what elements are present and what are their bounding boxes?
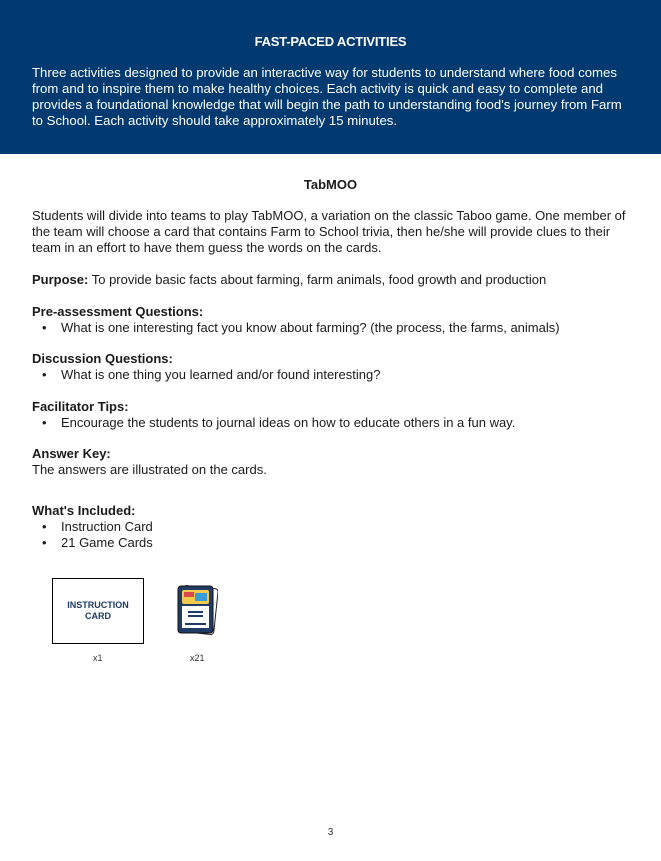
pre-assessment-heading: Pre-assessment Questions:: [32, 304, 204, 319]
list-item: • What is one thing you learned and/or found interesting?: [42, 367, 381, 382]
purpose: [32, 272, 632, 288]
bullet-icon: •: [42, 320, 47, 335]
list-item: • Instruction Card: [42, 519, 153, 534]
instruction-card-quantity: x1: [93, 653, 103, 663]
activity-description: Students will divide into teams to play TabMOO, a variation on the classic Taboo game. One member of the team will choose a card that contains Farm to School trivia, then he/she will provide clues to their team in an effort to have them guess the words on the cards.: [32, 208, 626, 255]
facilitator-heading: Facilitator Tips:: [32, 399, 129, 414]
header-banner: [0, 0, 661, 154]
list-item: • What is one interesting fact you know about farming? (the process, the farms, animals): [42, 320, 560, 335]
bullet-icon: •: [42, 367, 47, 382]
section-intro: Three activities designed to provide an interactive way for students to understand where food comes from and to inspire them to make healthy choices. Each activity is quick and easy to complete and provides a foundational knowledge that will begin the path to understanding food's journey from Farm to School. Each activity should take approximately 15 minutes.: [32, 65, 622, 128]
bullet-icon: •: [42, 519, 47, 534]
answer-key-section: [32, 446, 632, 478]
included-section: [32, 503, 632, 551]
purpose-label: Purpose:: [32, 272, 89, 287]
pre-assessment-section: [32, 304, 632, 336]
purpose-text: To provide basic facts about farming, farm animals, food growth and production: [88, 272, 547, 287]
page-number: 3: [327, 827, 334, 838]
section-title: FAST-PACED ACTIVITIES: [254, 34, 407, 49]
discussion-section: [32, 351, 632, 383]
included-heading: What's Included:: [32, 503, 136, 518]
bullet-icon: •: [42, 415, 47, 430]
facilitator-section: [32, 399, 632, 431]
answer-key-text: The answers are illustrated on the cards.: [32, 462, 267, 477]
list-item: • Encourage the students to journal ideas on how to educate others in a fun way.: [42, 415, 516, 430]
game-cards-quantity: x21: [190, 653, 205, 663]
discussion-heading: Discussion Questions:: [32, 351, 173, 366]
list-item: • 21 Game Cards: [42, 535, 153, 550]
game-cards-icon: [176, 585, 218, 635]
instruction-card-image: INSTRUCTION CARD: [52, 578, 144, 644]
bullet-icon: •: [42, 535, 47, 550]
activity-title: TabMOO: [303, 177, 358, 192]
answer-key-heading: Answer Key:: [32, 446, 111, 461]
